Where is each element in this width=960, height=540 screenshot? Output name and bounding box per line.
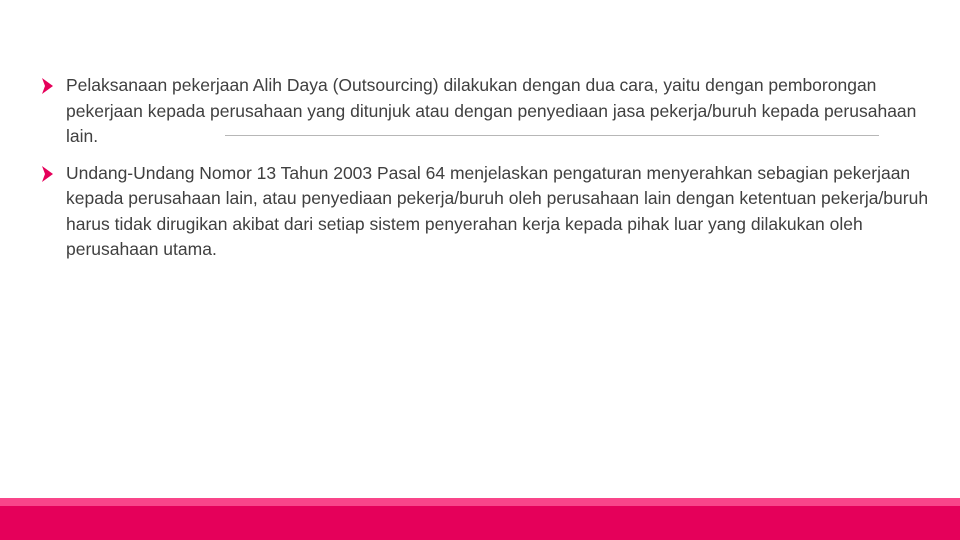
bullet-list [40,73,930,274]
footer-bar-base [0,506,960,540]
arrow-bullet-icon [40,73,58,98]
footer-bar-highlight [0,498,960,506]
bullet-text-2: Undang-Undang Nomor 13 Tahun 2003 Pasal 64 menjelaskan pengaturan menyerahkan sebagian pekerjaan kepada perusahaan lain, atau penyediaan pekerja/buruh oleh perusahaan lain dengan ketentuan pekerja/buruh harus tidak dirugikan akibat dari setiap sistem penyerahan kerja kepada pihak luar yang dilakukan oleh perusahaan utama. [66,162,929,259]
bullet-item-1 [40,73,930,150]
bullet-text-1: Pelaksanaan pekerjaan Alih Daya (Outsourcing) dilakukan dengan dua cara, yaitu dengan pemborongan pekerjaan kepada perusahaan yang ditunjuk atau dengan penyediaan jasa pekerja/buruh kepada perusahaan lain. [66,75,917,146]
arrow-bullet-icon [40,161,58,186]
footer-bar [0,498,960,540]
divider-line [225,135,879,136]
bullet-item-2 [40,161,930,263]
